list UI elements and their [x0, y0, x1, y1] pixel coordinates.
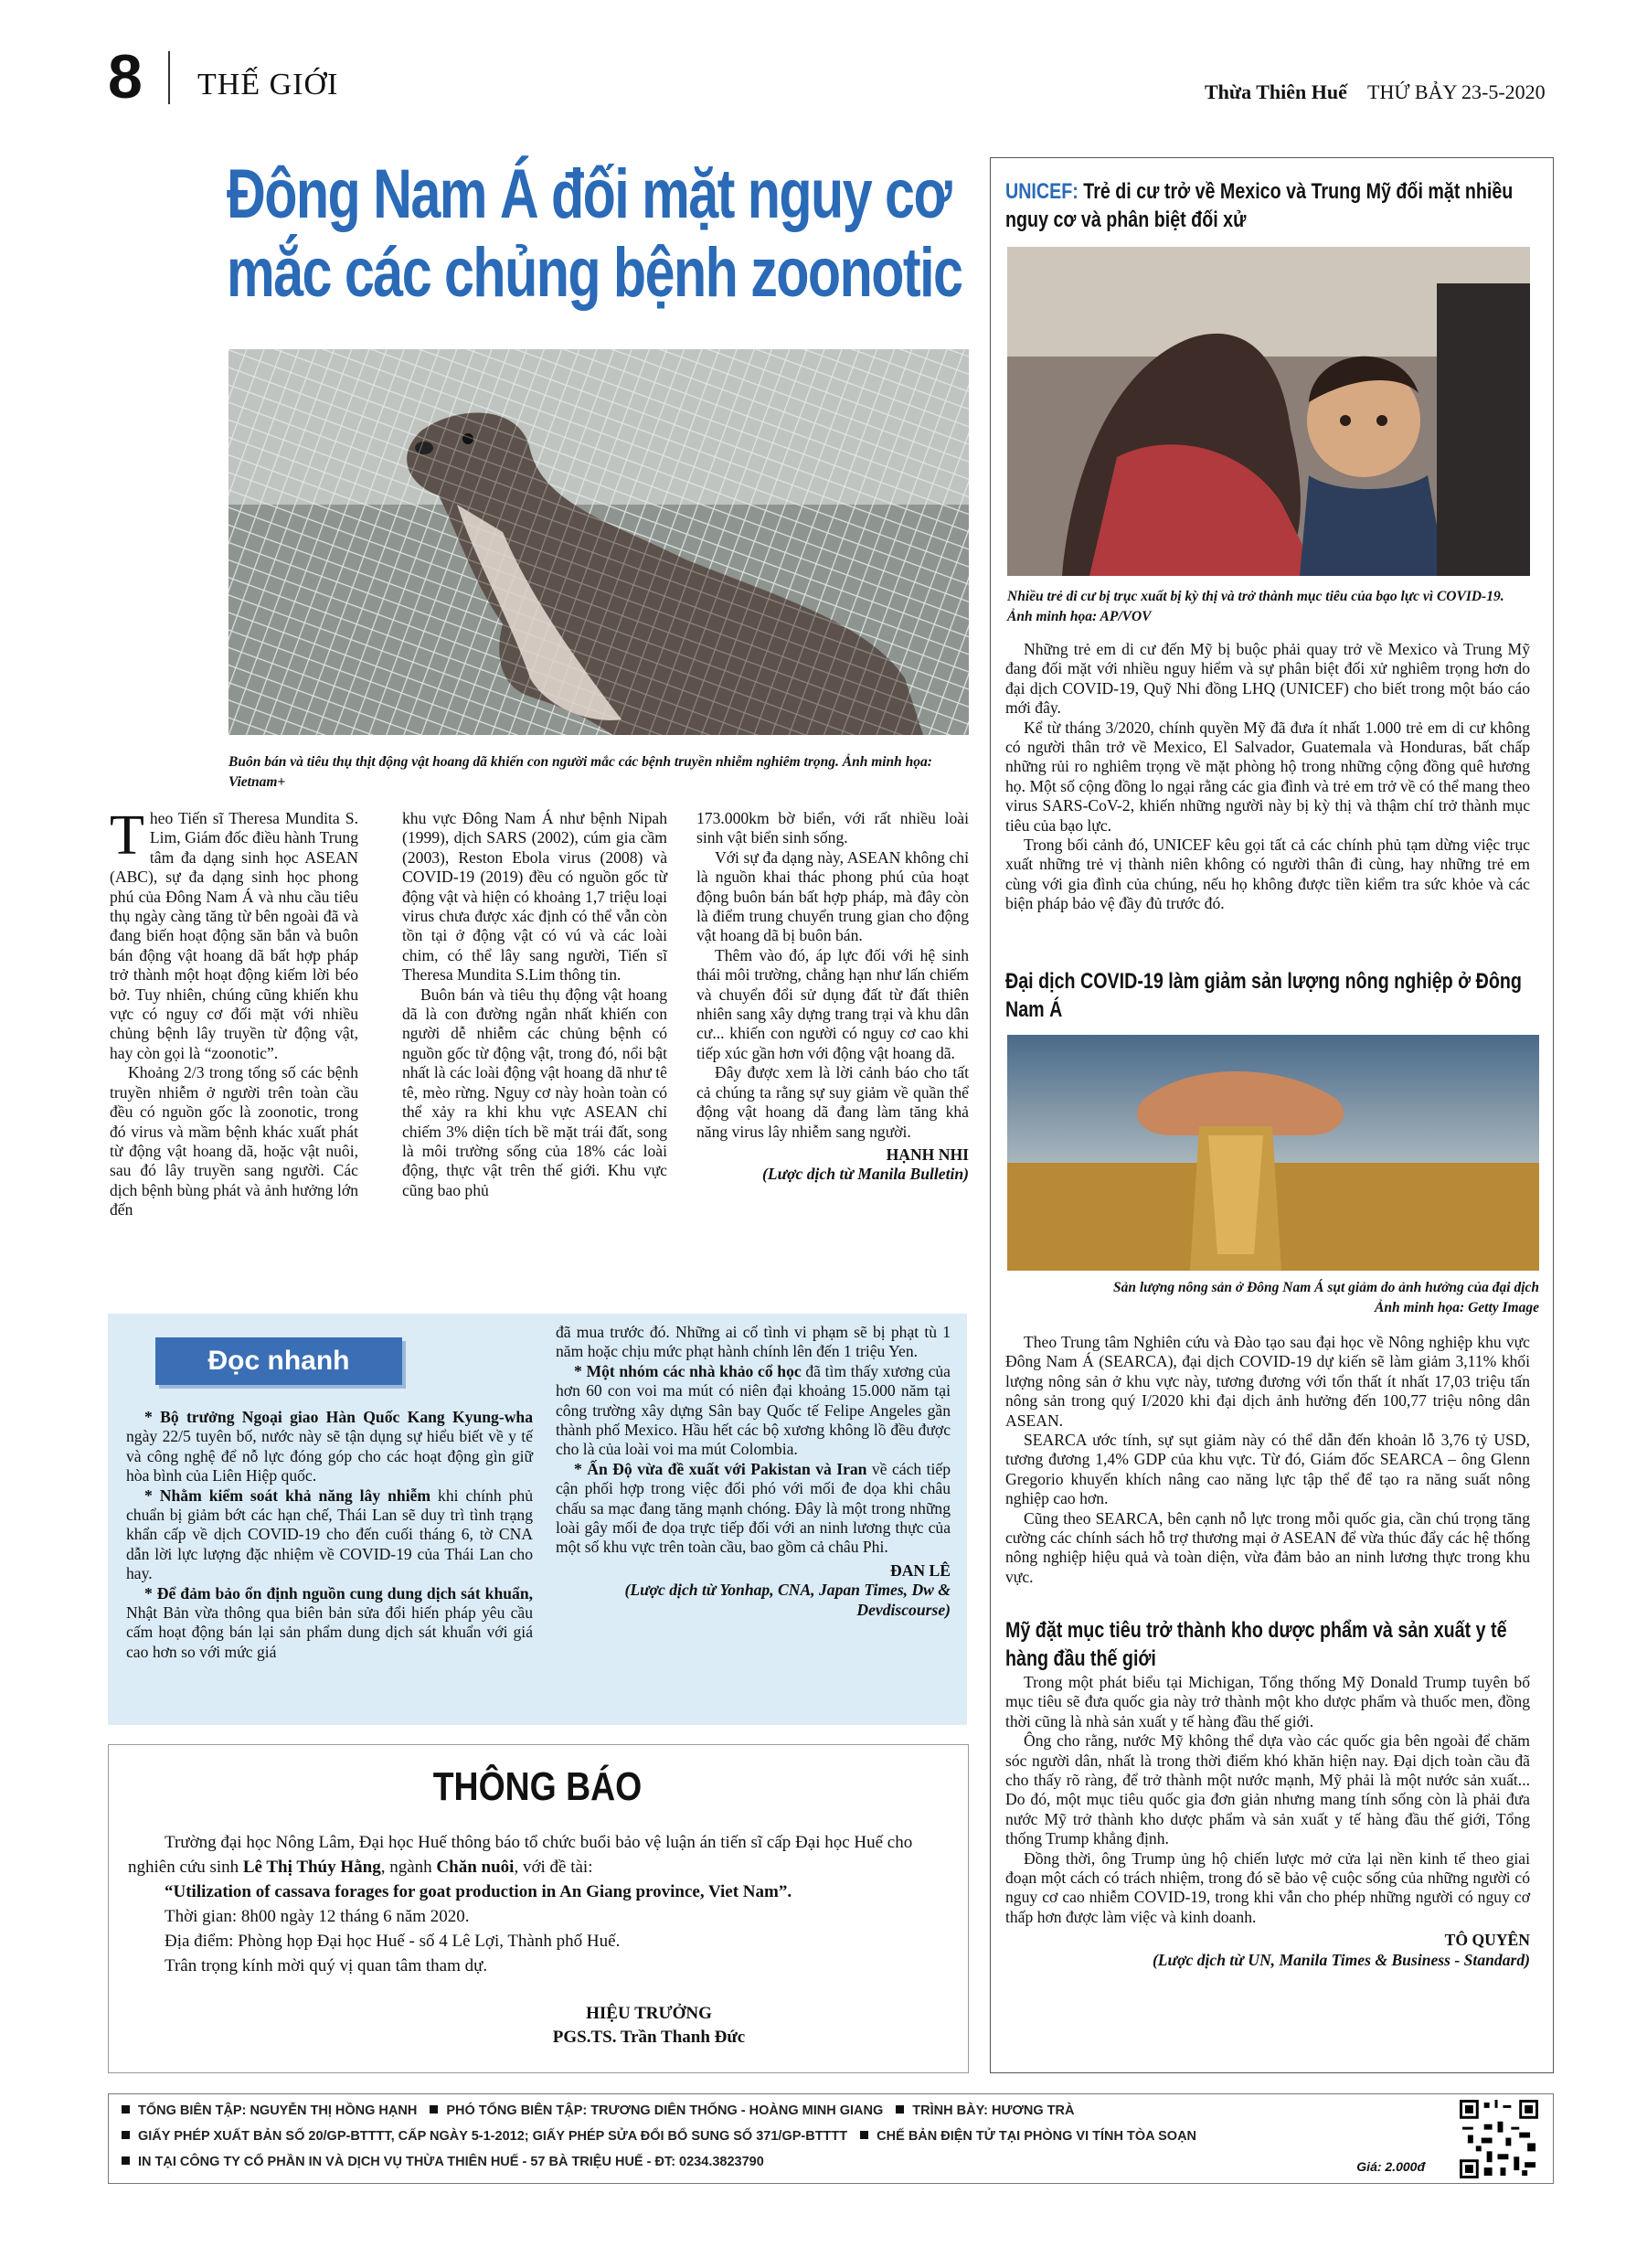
brief-lead: * Nhằm kiểm soát khả năng lây nhiễm: [144, 1485, 431, 1505]
paragraph: Buôn bán và tiêu thụ động vật hoang dã là con đường ngắn nhất khiến con người dễ nhiễm các chủng bệnh có nguồn gốc từ động vật, trong đó, nổi bật nhất là các loài động vật hoang dã như tê tê, mèo rừng. Nguy cơ này hoàn toàn có thể xảy ra khi khu vực ASEAN chỉ chiếm 3% diện tích bề mặt trái đất, song là môi trường sống của 18% các loài động, thực vật trên thế giới. Khu vực cũng bao phủ: [402, 985, 667, 1199]
paragraph: Trong bối cảnh đó, UNICEF kêu gọi tất cả các chính phủ tạm dừng việc trục xuất những trẻ vị thành niên không có người thân đi cùng, hay những trẻ em cùng với gia đình của chúng, nếu họ không được tiền kiểm tra sức khỏe và các biện pháp bảo vệ đầy đủ trước đó.: [1005, 836, 1530, 913]
deputy-editors: PHÓ TỔNG BIÊN TẬP: TRƯƠNG DIÊN THỐNG - HOÀNG MINH GIANG: [446, 2103, 884, 2118]
footer-line-1: [122, 2103, 1074, 2118]
brief-text: khi chính phủ chuẩn bị giảm bớt các hạn chế, Thái Lan sẽ duy trì tình trạng khẩn cấp về dịch COVID-19 cho đến cuối tháng 6, tờ CNA dẫn lời lực lượng đặc nhiệm về COVID-19 của Thái Lan cho hay.: [126, 1485, 533, 1583]
caption-credit: Ảnh minh họa: Getty Image: [1375, 1300, 1539, 1315]
paragraph: Những trẻ em di cư đến Mỹ bị buộc phải quay trở về Mexico và Trung Mỹ đang đối mặt với nhiều nguy hiểm và sự phân biệt đối xử nghiêm trọng hơn do đại dịch COVID-19, Quỹ Nhi đồng LHQ (UNICEF) cho biết trong một báo cáo mới đây.: [1005, 640, 1530, 718]
author-byline: TÔ QUYÊN: [1444, 1931, 1530, 1950]
main-story-column-2: [402, 809, 667, 1200]
license-info: GIẤY PHÉP XUẤT BẢN SỐ 20/GP-BTTTT, CẤP NGÀY 5-1-2012; GIẤY PHÉP SỬA ĐỔI BỔ SUNG SỐ 371/GP-BTTTT: [138, 2129, 848, 2144]
price-label: Giá: 2.000đ: [1356, 2159, 1425, 2174]
quick-read-column-1: [126, 1408, 533, 1662]
brief-lead: * Bộ trưởng Ngoại giao Hàn Quốc Kang Kyung-wha: [144, 1408, 533, 1426]
main-headline: Đông Nam Á đối mặt nguy cơ mắc các chủng bệnh zoonotic: [227, 155, 962, 312]
paragraph: 173.000km bờ biển, với rất nhiều loài sinh vật biển sinh sống.: [696, 809, 969, 847]
paragraph: Đồng thời, ông Trump ủng hộ chiến lược mở cửa lại nền kinh tế theo giai đoạn một cách có trách nhiệm, trong đó sẽ bảo vệ cuộc sống của những người có nguy cơ cao nhiễm COVID-19, trong khi vẫn cho phép những người có nguy cơ thấp hơn được làm việc và kinh doanh.: [1005, 1848, 1530, 1926]
author-byline: HẠNH NHI: [886, 1145, 969, 1164]
bullet-square-icon: [122, 2156, 130, 2165]
sidebar-story-3: [1005, 1673, 1530, 1970]
announcement-text: , với đề tài:: [514, 1858, 593, 1877]
quick-read-column-2: [556, 1323, 951, 1620]
paragraph: SEARCA ước tính, sự sụt giảm này có thể dẫn đến khoản lỗ 3,76 tỷ USD, tương đương 1,4% GDP của khu vực. Từ đó, Giám đốc SEARCA – ông Glenn Gregorio khuyến khích nâng cao năng lực tập thể để tạo ra năng suất nông nghiệp cao hơn.: [1005, 1431, 1530, 1508]
masthead-footer: [108, 2093, 1554, 2184]
section-title: THẾ GIỚI: [197, 68, 339, 101]
brief-text: về cách tiếp cận phối hợp trong việc đối phó với mối đe dọa khi châu chấu sa mạc đang tăng mạnh chóng. Đây là một trong những loài gây mối đe dọa trực tiếp đối với an ninh lương thực của một số khu vực trên toàn cầu, bao gồm cả châu Phi.: [556, 1459, 951, 1557]
grain-hands-photo: [1007, 1035, 1539, 1271]
footer-line-3: [122, 2155, 764, 2169]
otter-photo-caption: Buôn bán và tiêu thụ thịt động vật hoang dã khiến con người mắc các bệnh truyền nhiễm nghiêm trọng. Ảnh minh họa: Vietnam+: [228, 754, 932, 790]
paragraph: Kể từ tháng 3/2020, chính quyền Mỹ đã đưa ít nhất 1.000 trẻ em di cư không có người thân trở về Mexico, El Salvador, Guatemala và Honduras, bất chấp những rủi ro nghiêm trọng về mặt phòng hộ trong những cộng đồng quê hương họ. Một số cộng đồng lo ngại rằng các gia đình và trẻ em trở về có thể mang theo virus SARS-CoV-2, khiến những người này bị kỳ thị và thậm chí trở thành mục tiêu của bạo lực.: [1005, 718, 1530, 835]
quick-read-tag: Đọc nhanh: [155, 1337, 402, 1385]
footer-line-2: [122, 2129, 1196, 2144]
announcement-text: Trường đại học Nông Lâm, Đại học Huế thông báo tổ chức buổi bảo vệ luận án tiến sĩ cấp Đại học Huế cho nghiên cứu sinh: [128, 1833, 913, 1877]
defense-time: Thời gian: 8h00 ngày 12 tháng 6 năm 2020.: [165, 1907, 470, 1926]
sidebar-story-2: [1005, 1333, 1530, 1587]
sidebar-headline-1: [1005, 177, 1545, 234]
announcement-text: , ngành: [380, 1858, 437, 1877]
migrant-child-photo: [1007, 247, 1530, 576]
brief-lead: * Để đảm bảo ổn định nguồn cung dung dịch sát khuẩn,: [144, 1583, 533, 1603]
brief-text: Nhật Bản vừa thông qua biên bản sửa đổi hiến pháp yêu cầu cấm hoạt động bán lại sản phẩm dung dịch sát khuẩn với giá cao hơn so với mức giá: [126, 1603, 533, 1661]
newspaper-name: Thừa Thiên Huế: [1205, 80, 1347, 103]
source-credit: (Lược dịch từ Manila Bulletin): [761, 1165, 969, 1184]
header-divider: [168, 51, 170, 104]
page-number: 8: [108, 42, 143, 112]
announcement-title: THÔNG BÁO: [432, 1764, 643, 1809]
layout-credit: TRÌNH BÀY: HƯƠNG TRÀ: [912, 2103, 1075, 2118]
defense-place: Địa điểm: Phòng họp Đại học Huế - số 4 Lê Lợi, Thành phố Huế.: [165, 1932, 621, 1951]
paragraph: đã mua trước đó. Những ai cố tình vi phạm sẽ bị phạt tù 1 năm hoặc chịu mức phạt hành chính lên đến 1 triệu Yen.: [556, 1323, 951, 1361]
invitation-text: Trân trọng kính mời quý vị quan tâm tham dự.: [165, 1956, 488, 1975]
paragraph: Khoảng 2/3 trong tổng số các bệnh truyền nhiễm ở người trên toàn cầu đều có nguồn gốc là zoonotic, trong đó virus và mầm bệnh khác xuất phát từ động vật hoang dã, hoặc vật nuôi, sau đó lây truyền sang người. Các dịch bệnh bùng phát và ảnh hưởng lớn đến: [110, 1063, 358, 1219]
author-byline: ĐAN LÊ: [890, 1560, 951, 1580]
news-brief: [126, 1408, 533, 1486]
qr-code-icon: [1460, 2100, 1538, 2178]
grain-photo-caption: [1007, 1278, 1539, 1318]
source-credit: (Lược dịch từ Yonhap, CNA, Japan Times, Dw & Devdiscourse): [624, 1581, 951, 1619]
news-brief: [126, 1584, 533, 1663]
typesetting-info: CHẾ BẢN ĐIỆN TỬ TẠI PHÒNG VI TÍNH TÒA SOẠN: [877, 2129, 1197, 2144]
thesis-title: “Utilization of cassava forages for goat production in An Giang province, Viet Nam”.: [165, 1882, 792, 1901]
headline-text: Trẻ di cư trở về Mexico và Trung Mỹ đối mặt nhiều nguy cơ và phân biệt đối xử: [1005, 179, 1514, 232]
paragraph: khu vực Đông Nam Á như bệnh Nipah (1999), dịch SARS (2002), cúm gia cầm (2003), Reston Ebola virus (2008) và COVID-19 (2019) đều có nguồn gốc từ động vật và hiện có khoảng 1,7 triệu loại virus chưa được xác định có thể vẫn còn tồn tại ở động vật có vú và các loài chim, có thể lây sang người, Tiến sĩ Theresa Mundita S.Lim thông tin.: [402, 809, 667, 985]
paragraph: Thêm vào đó, áp lực đối với hệ sinh thái môi trường, chẳng hạn như lấn chiếm và chuyển đổi sử dụng đất từ đất thiên nhiên sang xây dựng trang trại và khu dân cư... khiến con người có nguy cơ cao khi tiếp xúc gần hơn với động vật hoang dã.: [696, 945, 969, 1062]
paragraph: Ông cho rằng, nước Mỹ không thể dựa vào các quốc gia bên ngoài để chăm sóc người dân, nhất là trong thời điểm khó khăn hiện nay. Đại dịch toàn cầu đã cho thấy rõ ràng, để trở thành một nước mạnh, Mỹ phải là một nước sản xuất... Do đó, một mục tiêu quốc gia đơn giản nhưng mang tính sống còn là phải đưa nước Mỹ trở thành kho dược phẩm và sản xuất y tế hàng đầu thế giới, Tổng thống Trump khẳng định.: [1005, 1731, 1530, 1848]
brief-text: ngày 22/5 tuyên bố, nước này sẽ tận dụng sự hiểu biết về y tế và công nghệ để nỗ lực đóng góp cho các hoạt động gìn giữ hòa bình của Liên Hiệp quốc.: [126, 1427, 533, 1485]
main-story-column-3: [696, 809, 969, 1185]
caption-line: Sản lượng nông sản ở Đông Nam Á sụt giảm do ảnh hưởng của đại dịch: [1112, 1280, 1539, 1295]
brief-lead: * Ấn Độ vừa đề xuất với Pakistan và Iran: [574, 1459, 867, 1478]
printer-info: IN TẠI CÔNG TY CỔ PHẦN IN VÀ DỊCH VỤ THỪA THIÊN HUẾ - 57 BÀ TRIỆU HUẾ - ĐT: 0234.3823790: [138, 2155, 764, 2169]
main-story-column-1: [110, 804, 358, 1220]
news-brief: [126, 1486, 533, 1584]
signer-name: PGS.TS. Trần Thanh Đức: [552, 2028, 746, 2047]
brief-text: đã tìm thấy xương của hơn 60 con voi ma mút có niên đại khoảng 15.000 năm tại công trường xây dựng Sân bay Quốc tế Felipe Angeles gần thành phố Mexico. Hầu hết các bộ xương không lồ đều được cho là của loài voi ma mút Colombia.: [556, 1361, 951, 1459]
editor-in-chief: TỔNG BIÊN TẬP: NGUYỄN THỊ HỒNG HẠNH: [138, 2103, 418, 2118]
candidate-name: Lê Thị Thúy Hằng: [242, 1858, 381, 1877]
headline-prefix: UNICEF:: [1005, 179, 1079, 204]
paragraph: Trong một phát biểu tại Michigan, Tổng thống Mỹ Donald Trump tuyên bố mục tiêu sẽ đưa quốc gia này trở thành một kho dược phẩm và thuốc men, đồng thời cũng là nhà sản xuất y tế hàng đầu thế giới.: [1005, 1673, 1530, 1730]
paragraph: Theo Trung tâm Nghiên cứu và Đào tạo sau đại học về Nông nghiệp khu vực Đông Nam Á (SEARCA), đại dịch COVID-19 dự kiến sẽ làm giảm 3,11% khối lượng nông sản ở khu vực này, tương đương với tổn thất ít nhất 17,03 triệu tấn nông sản trong quý I/2020 khi đại dịch ảnh hưởng đến 100,77 triệu nông dân ASEAN.: [1005, 1333, 1530, 1430]
sidebar-headline-2: Đại dịch COVID-19 làm giảm sản lượng nông nghiệp ở Đông Nam Á: [1005, 969, 1522, 1022]
bullet-square-icon: [896, 2105, 904, 2114]
child-photo-caption: Nhiều trẻ di cư bị trục xuất bị kỳ thị và trở thành mục tiêu của bạo lực vì COVID-19. Ảnh minh họa: AP/VOV: [1007, 589, 1504, 624]
bullet-square-icon: [860, 2131, 868, 2139]
bullet-square-icon: [122, 2105, 130, 2114]
drop-cap: T: [110, 804, 144, 867]
announcement-body: [128, 1830, 951, 1978]
announcement-signature: [512, 2002, 786, 2050]
brief-lead: * Một nhóm các nhà khảo cổ học: [574, 1361, 802, 1380]
paragraph: Cũng theo SEARCA, bên cạnh nỗ lực trong mỗi quốc gia, cần chú trọng tăng cường các chính sách hỗ trợ thương mại ở ASEAN để vừa thúc đẩy các hệ thống nông nghiệp hiệu quả và toàn diện, vừa đảm bảo an ninh lương thực trong khu vực.: [1005, 1508, 1530, 1586]
signer-title: HIỆU TRƯỞNG: [586, 2004, 712, 2023]
paragraph: heo Tiến sĩ Theresa Mundita S. Lim, Giám đốc điều hành Trung tâm đa dạng sinh học ASEAN (ABC), sự đa dạng sinh học phong phú của Đông Nam Á và nhu cầu tiêu thụ ngày càng tăng từ bên ngoài đã và đang biến hoạt động săn bắn và buôn bán động vật hoang dã bất hợp pháp trở thành một hoạt động kiếm lời béo bở. Tuy nhiên, chúng cũng khiến khu vực có nguy cơ đối mặt với nhiều chủng bệnh lây truyền từ động vật, hay còn gọi là “zoonotic”.: [110, 809, 358, 1062]
news-brief: [556, 1362, 951, 1460]
bullet-square-icon: [122, 2131, 130, 2139]
paragraph: Đây được xem là lời cảnh báo cho tất cả chúng ta rằng sự suy giảm về quần thể động vật hoang dã đang làm tăng khả năng virus lây nhiễm sang người.: [696, 1063, 969, 1141]
issue-date: THỨ BẢY 23-5-2020: [1367, 80, 1546, 103]
source-credit: (Lược dịch từ UN, Manila Times & Business - Standard): [1152, 1950, 1530, 1969]
major-name: Chăn nuôi: [436, 1858, 515, 1877]
news-brief: [556, 1460, 951, 1558]
otter-photo: [228, 349, 969, 735]
sidebar-headline-3: Mỹ đặt mục tiêu trở thành kho dược phẩm và sản xuất y tế hàng đầu thế giới: [1005, 1618, 1507, 1671]
sidebar-story-1: [1005, 640, 1530, 914]
bullet-square-icon: [430, 2105, 438, 2114]
paragraph: Với sự đa dạng này, ASEAN không chỉ là nguồn khai thác phong phú của hoạt động buôn bán bất hợp pháp, mà đây còn là điểm trung chuyển trung gian cho động vật hoang dã bị buôn bán.: [696, 847, 969, 945]
